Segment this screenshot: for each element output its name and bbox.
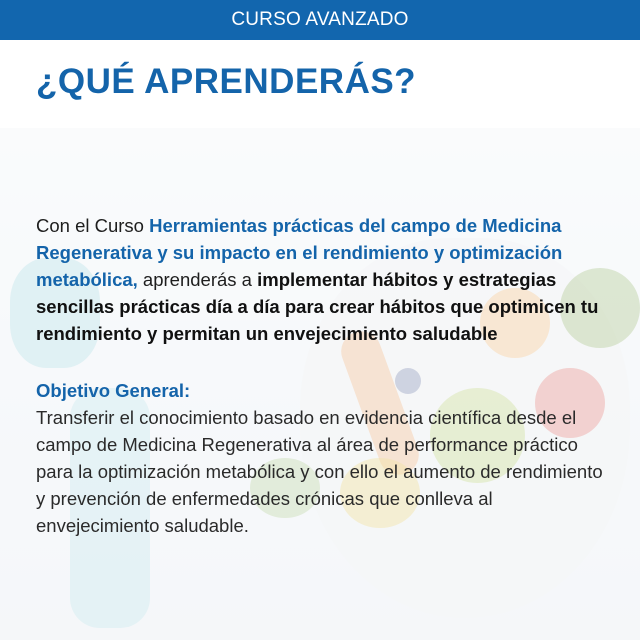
intro-text-middle: aprenderás a (137, 269, 258, 290)
course-name: Herramientas prácticas del campo de Medicina Regenerativa y su impacto en el rendimiento y optimización metabólica, (36, 215, 563, 290)
course-level-label: CURSO AVANZADO (231, 9, 409, 30)
intro-text-start: Con el Curso (36, 215, 150, 236)
content-area (36, 212, 616, 539)
learning-outcome: implementar hábitos y estrategias sencillas prácticas día a día para crear hábitos que optimicen tu rendimiento y permitan un envejecimiento saludable (36, 269, 599, 344)
course-level-banner (0, 0, 640, 40)
intro-paragraph (36, 212, 616, 347)
objective-heading: Objetivo General: (36, 380, 191, 401)
objective-text: Transferir el conocimiento basado en evidencia científica desde el campo de Medicina Regenerativa al área de performance práctico para la optimización metabólica y con ello el aumento de rendimiento y prevención de enfermedades crónicas que conlleva al envejecimiento saludable. (36, 407, 603, 536)
page-title: ¿QUÉ APRENDERÁS? (36, 62, 417, 101)
